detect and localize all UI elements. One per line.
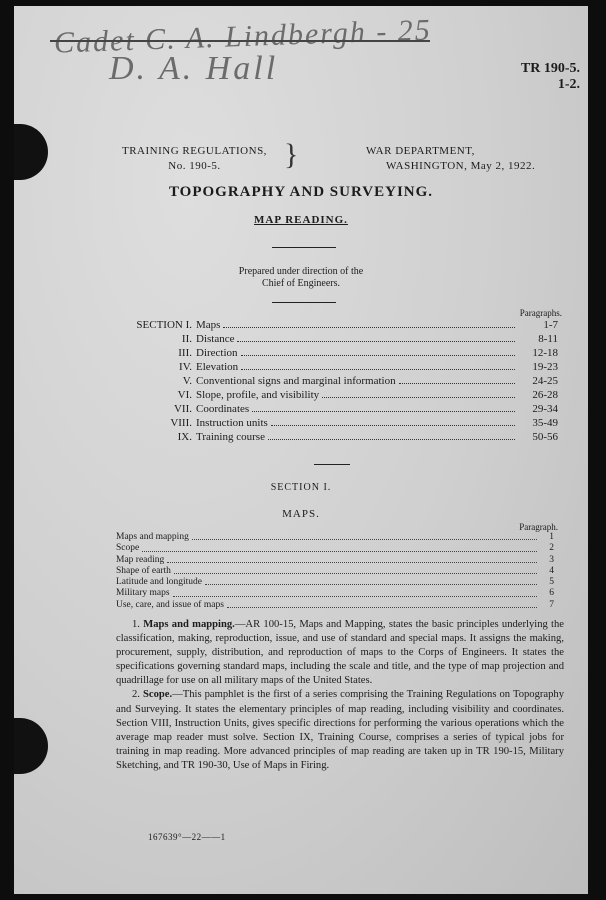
- topic-num: 5: [549, 577, 554, 588]
- toc-leader: [252, 402, 515, 412]
- paragraph-number: 2.: [132, 689, 140, 701]
- toc-title: Coordinates: [196, 403, 250, 415]
- toc-paragraphs: 24-25: [532, 375, 558, 387]
- toc-row: [118, 332, 558, 346]
- toc-title: Distance: [196, 333, 235, 345]
- toc-section: III.: [178, 347, 192, 359]
- toc-section: V.: [182, 375, 192, 387]
- prepared-line1: Prepared under direction of the: [238, 266, 364, 277]
- topic-title: Shape of earth: [116, 565, 171, 576]
- topic-title: Map reading: [116, 554, 165, 565]
- header-left-line2: No. 190-5.: [168, 160, 221, 172]
- prepared-note: [14, 266, 588, 290]
- toc-title: Slope, profile, and visibility: [196, 389, 320, 401]
- paragraph-1: [116, 618, 564, 688]
- topic-column-header: Paragraph.: [519, 522, 558, 532]
- signature-strikethrough: [50, 40, 430, 42]
- divider-rule: [314, 464, 350, 465]
- divider-rule: [272, 247, 336, 248]
- paragraph-heading: Maps and mapping.: [143, 619, 235, 630]
- toc-column-header: Paragraphs.: [519, 308, 562, 318]
- topic-leader: [142, 543, 537, 551]
- header-right-line2: WASHINGTON, May 2, 1922.: [386, 160, 536, 172]
- toc-paragraphs: 19-23: [532, 361, 558, 373]
- toc-section: VI.: [177, 389, 192, 401]
- toc-section: SECTION I.: [136, 319, 192, 331]
- topic-title: Military maps: [116, 588, 170, 599]
- toc-row: [118, 374, 558, 388]
- topic-row: [116, 566, 554, 577]
- topic-leader: [173, 588, 537, 596]
- document-code: [521, 61, 580, 93]
- header-left-line1: TRAINING REGULATIONS,: [122, 145, 267, 157]
- topic-leader: [227, 600, 537, 608]
- toc-leader: [237, 332, 515, 342]
- toc-paragraphs: 12-18: [532, 347, 558, 359]
- topic-title: Use, care, and issue of maps: [116, 599, 224, 610]
- toc-paragraphs: 1-7: [543, 319, 558, 331]
- toc-title: Training course: [196, 431, 265, 443]
- section-topic-list: [116, 532, 554, 611]
- toc-leader: [241, 346, 515, 356]
- toc-title: Maps: [196, 319, 221, 331]
- topic-title: Latitude and longitude: [116, 577, 203, 588]
- prepared-line2: Chief of Engineers.: [261, 278, 341, 289]
- toc-section: IV.: [179, 361, 192, 373]
- toc-section: VIII.: [170, 417, 192, 429]
- topic-row: [116, 543, 554, 554]
- signature-name: D. A. Hall: [109, 50, 279, 87]
- toc-section: IX.: [177, 431, 192, 443]
- toc-row: [118, 388, 558, 402]
- toc-title: Instruction units: [196, 417, 268, 429]
- header-right: [366, 144, 535, 174]
- topic-num: 1: [549, 532, 554, 542]
- document-page: [14, 6, 588, 894]
- topic-leader: [192, 532, 537, 540]
- topic-row: [116, 600, 554, 611]
- toc-leader: [399, 374, 515, 384]
- toc-paragraphs: 29-34: [532, 403, 558, 415]
- header-brace: }: [284, 138, 299, 171]
- toc-row: [118, 402, 558, 416]
- topic-num: 6: [549, 588, 554, 599]
- divider-rule: [272, 302, 336, 303]
- paragraph-heading: Scope.: [143, 689, 173, 701]
- header-right-line1: WAR DEPARTMENT,: [366, 145, 475, 157]
- toc-leader: [223, 318, 515, 328]
- topic-leader: [167, 555, 537, 563]
- toc-title: Elevation: [196, 361, 239, 373]
- paragraph-text: —AR 100-15, Maps and Mapping, states the basic principles underlying the classification, making, reproduction, issue, and use of standard and special maps. It assigns the making, procurement, supply, distribution, and reproduction of maps to the Corps of Engineers. It states the specifications governing standard maps, including the scale and title, and the type of map projection and quadrillage for use on all military maps of the United States.: [116, 619, 564, 687]
- topic-title: Scope: [116, 543, 140, 554]
- toc-section: II.: [181, 333, 192, 345]
- topic-title: Maps and mapping: [116, 532, 189, 542]
- topic-row: [116, 577, 554, 588]
- toc-leader: [241, 360, 515, 370]
- toc-paragraphs: 50-56: [532, 431, 558, 443]
- toc-paragraphs: 35-49: [532, 417, 558, 429]
- toc-row: [118, 360, 558, 374]
- toc-title: Direction: [196, 347, 238, 359]
- binder-tab-top: [14, 124, 48, 180]
- toc-leader: [271, 416, 515, 426]
- document-code-line1: TR 190-5.: [520, 61, 580, 76]
- print-code: 167639°—22——1: [148, 832, 226, 842]
- toc-leader: [322, 388, 515, 398]
- toc-leader: [268, 430, 515, 440]
- topic-row: [116, 532, 554, 543]
- paragraph-number: 1.: [132, 619, 140, 630]
- toc-paragraphs: 8-11: [538, 333, 558, 345]
- toc-row: [118, 346, 558, 360]
- topic-row: [116, 555, 554, 566]
- topic-num: 4: [549, 565, 554, 576]
- toc-paragraphs: 26-28: [532, 389, 558, 401]
- topic-num: 2: [549, 543, 554, 554]
- toc-row: [118, 430, 558, 444]
- toc-row: [118, 416, 558, 430]
- topic-leader: [205, 577, 537, 585]
- topic-num: 7: [549, 599, 554, 610]
- binder-tab-bottom: [14, 718, 48, 774]
- body-text: [116, 618, 564, 773]
- toc-row: [118, 318, 558, 332]
- section-label: SECTION I.: [270, 482, 332, 493]
- section-title: MAPS.: [282, 508, 320, 520]
- topic-leader: [174, 566, 537, 574]
- topic-row: [116, 588, 554, 599]
- topic-num: 3: [549, 554, 554, 565]
- paragraph-text: —This pamphlet is the first of a series comprising the Training Regulations on Topography and Surveying. It states the elementary principles of map reading, including visibility and coordinates. Section VIII, Instruction Units, gives specific directions for performing the various operations which the average map reader must solve. Section IX, Training Course, comprises a series of typical jobs for training in map reading. More advanced principles of map reading are taken up in TR 190-15, Military Sketching, and TR 190-30, Use of Maps in Firing.: [116, 689, 564, 771]
- header-left: [122, 144, 267, 174]
- signature-crossed-out: Cadet C. A. Lindbergh - 25: [53, 13, 433, 60]
- toc-section: VII.: [173, 403, 192, 415]
- table-of-contents: [118, 318, 558, 444]
- toc-title: Conventional signs and marginal information: [196, 375, 396, 387]
- page-subtitle: MAP READING.: [254, 214, 348, 226]
- paragraph-2: [116, 688, 564, 773]
- page-title: TOPOGRAPHY AND SURVEYING.: [168, 184, 434, 200]
- document-code-line2: 1-2.: [557, 77, 580, 92]
